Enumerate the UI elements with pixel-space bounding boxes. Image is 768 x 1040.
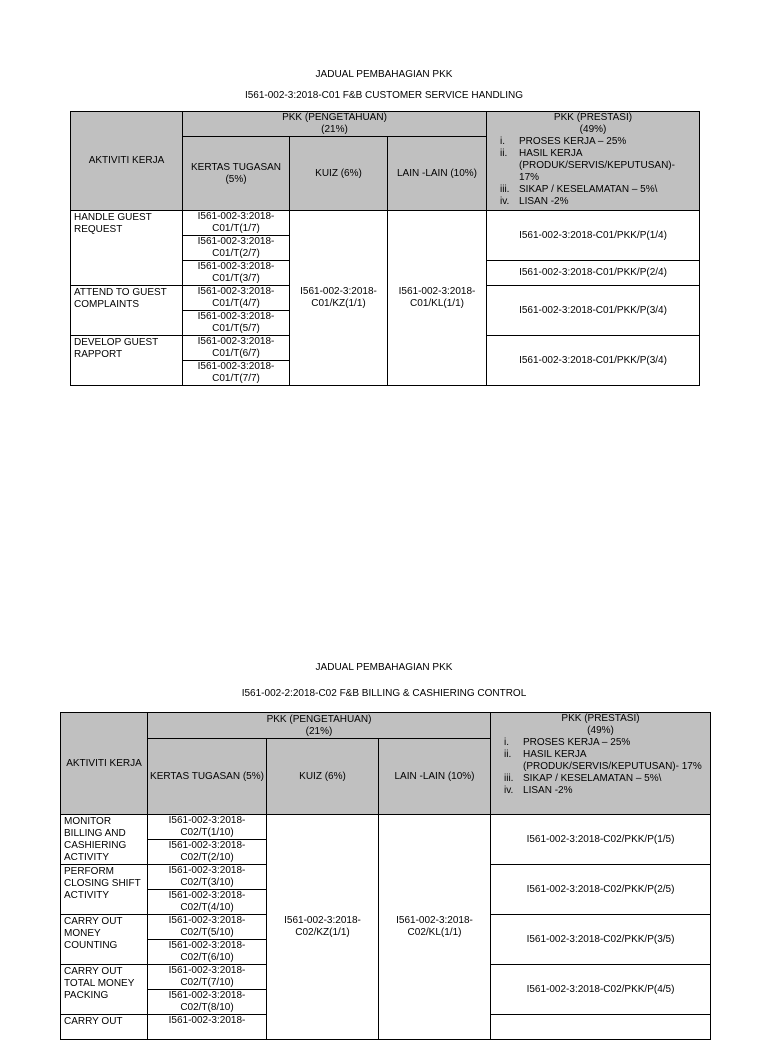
item-number: iii. <box>504 773 514 784</box>
header-pengetahuan-title: PKK (PENGETAHUAN) <box>266 713 372 725</box>
doc1-table <box>70 111 700 386</box>
prestasi-cell: I561-002-3:2018-C01/PKK/P(1/4) <box>487 211 700 261</box>
prestasi-item <box>493 749 708 773</box>
kertas-cell: I561-002-3:2018-C01/T(4/7) <box>183 286 290 311</box>
item-text: LISAN -2% <box>519 196 569 207</box>
item-text: SIKAP / KESELAMATAN – 5%\ <box>519 184 658 195</box>
kertas-cell: I561-002-3:2018-C02/T(7/10) <box>148 965 267 990</box>
activity-cell: ATTEND TO GUEST COMPLAINTS <box>71 286 183 336</box>
prestasi-cell: I561-002-3:2018-C02/PKK/P(3/5) <box>491 915 711 965</box>
header-prestasi-percent: (49%) <box>587 725 614 736</box>
header-kuiz: KUIZ (6%) <box>267 739 379 815</box>
header-prestasi <box>487 112 700 211</box>
doc2-title: JADUAL PEMBAHAGIAN PKK <box>315 662 453 673</box>
prestasi-item <box>489 196 697 208</box>
kertas-cell: I561-002-3:2018-C01/T(6/7) <box>183 336 290 361</box>
header-lain: LAIN -LAIN (10%) <box>379 739 491 815</box>
prestasi-cell: I561-002-3:2018-C01/PKK/P(3/4) <box>487 286 700 336</box>
item-number: iii. <box>500 184 510 195</box>
activity-cell: CARRY OUT <box>61 1015 148 1040</box>
kuiz-cell: I561-002-3:2018-C01/KZ(1/1) <box>290 211 388 386</box>
item-number: iv. <box>504 785 514 796</box>
kuiz-cell: I561-002-3:2018-C02/KZ(1/1) <box>267 815 379 1040</box>
activity-cell: CARRY OUT TOTAL MONEY PACKING <box>61 965 148 1015</box>
doc2-table <box>60 712 711 1040</box>
prestasi-cell: I561-002-3:2018-C02/PKK/P(1/5) <box>491 815 711 865</box>
kertas-cell: I561-002-3:2018-C02/T(4/10) <box>148 890 267 915</box>
lain-cell: I561-002-3:2018-C02/KL(1/1) <box>379 815 491 1040</box>
prestasi-cell: I561-002-3:2018-C02/PKK/P(4/5) <box>491 965 711 1015</box>
header-pengetahuan <box>148 713 491 739</box>
kertas-cell: I561-002-3:2018- <box>148 1015 267 1040</box>
kertas-cell: I561-002-3:2018-C01/T(7/7) <box>183 361 290 386</box>
prestasi-cell: I561-002-3:2018-C02/PKK/P(2/5) <box>491 865 711 915</box>
header-kertas: KERTAS TUGASAN (5%) <box>183 137 290 211</box>
header-prestasi <box>491 713 711 815</box>
item-number: iv. <box>500 196 510 207</box>
header-pengetahuan-percent: (21%) <box>305 725 333 737</box>
activity-cell: DEVELOP GUEST RAPPORT <box>71 336 183 386</box>
doc2-subtitle: I561-002-2:2018-C02 F&B BILLING & CASHIERING CONTROL <box>241 688 527 699</box>
prestasi-breakdown-list <box>493 737 708 797</box>
kertas-cell: I561-002-3:2018-C02/T(8/10) <box>148 990 267 1015</box>
item-text: HASIL KERJA (PRODUK/SERVIS/KEPUTUSAN)- 17% <box>519 148 675 183</box>
item-number: i. <box>504 737 510 748</box>
kertas-cell: I561-002-3:2018-C01/T(3/7) <box>183 261 290 286</box>
header-pengetahuan-percent: (21%) <box>321 124 348 135</box>
activity-cell: PERFORM CLOSING SHIFT ACTIVITY <box>61 865 148 915</box>
kertas-cell: I561-002-3:2018-C02/T(3/10) <box>148 865 267 890</box>
doc1-subtitle: I561-002-3:2018-C01 F&B CUSTOMER SERVICE HANDLING <box>244 90 524 101</box>
prestasi-item <box>493 737 708 749</box>
kertas-cell: I561-002-3:2018-C01/T(2/7) <box>183 236 290 261</box>
prestasi-breakdown-list <box>489 136 697 208</box>
prestasi-item <box>489 184 697 196</box>
header-pengetahuan <box>183 112 487 137</box>
item-text: LISAN -2% <box>523 785 573 796</box>
header-aktiviti: AKTIVITI KERJA <box>71 112 183 211</box>
header-prestasi-title: PKK (PRESTASI) <box>561 713 640 724</box>
activity-cell: MONITOR BILLING AND CASHIERING ACTIVITY <box>61 815 148 865</box>
lain-cell: I561-002-3:2018-C01/KL(1/1) <box>388 211 487 386</box>
kertas-cell: I561-002-3:2018-C02/T(1/10) <box>148 815 267 840</box>
item-text: HASIL KERJA (PRODUK/SERVIS/KEPUTUSAN)- 17% <box>523 749 702 772</box>
header-kuiz: KUIZ (6%) <box>290 137 388 211</box>
header-aktiviti: AKTIVITI KERJA <box>61 713 148 815</box>
header-prestasi-percent: (49%) <box>579 124 607 135</box>
header-kertas: KERTAS TUGASAN (5%) <box>148 739 267 815</box>
prestasi-item <box>489 136 697 148</box>
kertas-cell: I561-002-3:2018-C02/T(5/10) <box>148 915 267 940</box>
item-number: i. <box>500 136 506 147</box>
prestasi-cell <box>491 1015 711 1040</box>
kertas-cell: I561-002-3:2018-C02/T(2/10) <box>148 840 267 865</box>
header-lain: LAIN -LAIN (10%) <box>388 137 487 211</box>
item-number: ii. <box>504 749 512 760</box>
item-text: PROSES KERJA – 25% <box>523 737 631 748</box>
activity-cell: CARRY OUT MONEY COUNTING <box>61 915 148 965</box>
prestasi-item <box>489 148 697 184</box>
prestasi-item <box>493 773 708 785</box>
prestasi-cell: I561-002-3:2018-C01/PKK/P(2/4) <box>487 261 700 286</box>
header-prestasi-title: PKK (PRESTASI) <box>553 112 633 123</box>
doc1-title: JADUAL PEMBAHAGIAN PKK <box>315 69 453 80</box>
prestasi-cell: I561-002-3:2018-C01/PKK/P(3/4) <box>487 336 700 386</box>
prestasi-item <box>493 785 708 797</box>
item-text: PROSES KERJA – 25% <box>519 136 627 147</box>
kertas-cell: I561-002-3:2018-C01/T(5/7) <box>183 311 290 336</box>
item-number: ii. <box>500 148 508 159</box>
kertas-cell: I561-002-3:2018-C01/T(1/7) <box>183 211 290 236</box>
kertas-cell: I561-002-3:2018-C02/T(6/10) <box>148 940 267 965</box>
activity-cell: HANDLE GUEST REQUEST <box>71 211 183 286</box>
header-pengetahuan-title: PKK (PENGETAHUAN) <box>282 112 387 123</box>
item-text: SIKAP / KESELAMATAN – 5%\ <box>523 773 662 784</box>
